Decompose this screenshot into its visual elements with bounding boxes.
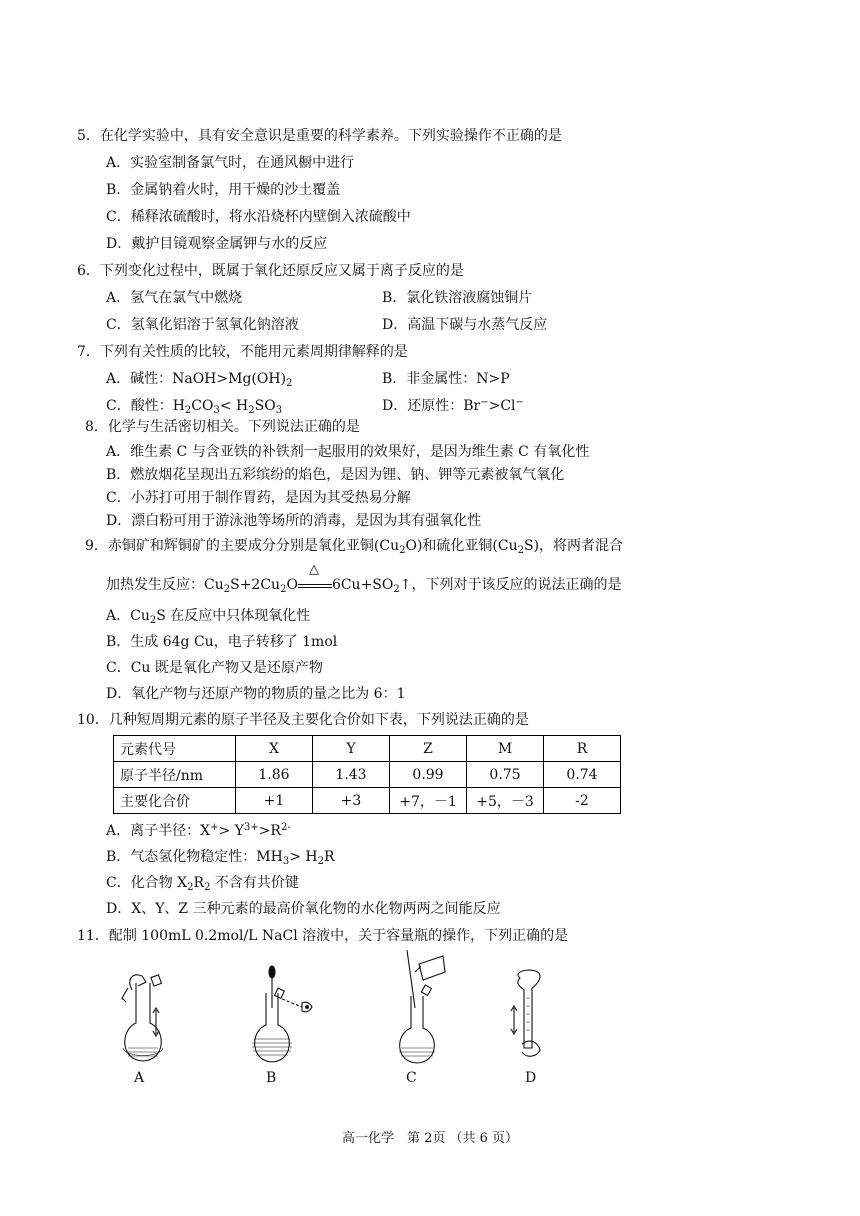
q8-option-a: A．维生素 C 与含亚铁的补铁剂一起服用的效果好，是因为维生素 C 有氧化性 xyxy=(106,444,590,460)
table-cell: +1 xyxy=(236,788,313,814)
q6-option-d: D．高温下碳与水蒸气反应 xyxy=(382,317,548,333)
table-cell: Y xyxy=(313,736,390,762)
table-cell: R xyxy=(544,736,621,762)
q8-option-d: D．漂白粉可用于游泳池等场所的消毒，是因为其有强氧化性 xyxy=(106,513,482,529)
q5-option-a: A．实验室制备氯气时，在通风橱中进行 xyxy=(106,155,355,171)
q6-option-b: B．氯化铁溶液腐蚀铜片 xyxy=(382,290,533,306)
element-table xyxy=(113,735,621,814)
q9-equation-line: 加热发生反应：$Cu_2S+2Cu_2O$ △ $6Cu+SO_2↑$，下列对于该反应的说法正确的是 xyxy=(106,562,622,595)
q6-stem: 6．下列变化过程中，既属于氧化还原反应又属于离子反应的是 xyxy=(77,263,464,279)
q5-option-d: D．戴护目镜观察金属钾与水的反应 xyxy=(106,236,328,252)
q11-stem: 11．配制 100mL 0.2mol/L NaCl 溶液中，关于容量瓶的操作，下列正确的是 xyxy=(77,928,569,944)
q9-option-a: A．$Cu_2S$ 在反应中只体现氧化性 xyxy=(106,608,311,626)
q6-option-a: A．氢气在氯气中燃烧 xyxy=(106,290,243,306)
table-cell: 元素代号 xyxy=(114,736,236,762)
q7-option-b: B．非金属性：N>P xyxy=(382,371,510,387)
table-cell: +5，－3 xyxy=(467,788,544,814)
q7-option-a: A．碱性：$NaOH>Mg(OH)_2$ xyxy=(106,371,293,389)
figure-b-flask-with-dropper xyxy=(242,963,322,1068)
q10-stem: 10．几种短周期元素的原子半径及主要化合价如下表，下列说法正确的是 xyxy=(77,712,529,728)
table-cell: -2 xyxy=(544,788,621,814)
q8-stem: 8．化学与生活密切相关。下列说法正确的是 xyxy=(85,419,360,435)
figure-d-label: D xyxy=(525,1070,537,1086)
q6-option-c: C．氢氧化铝溶于氢氧化钠溶液 xyxy=(106,317,299,333)
table-cell: 主要化合价 xyxy=(114,788,236,814)
q9-option-c: C．Cu 既是氧化产物又是还原产物 xyxy=(106,660,323,676)
q7-option-d: D．还原性：Br−>Cl− xyxy=(382,397,524,414)
q8-option-b: B．燃放烟花呈现出五彩缤纷的焰色，是因为锂、钠、钾等元素被氧气氧化 xyxy=(106,467,565,483)
q9-option-d: D．氧化产物与还原产物的物质的量之比为 6：1 xyxy=(106,686,406,702)
table-cell: 1.43 xyxy=(313,762,390,788)
table-row xyxy=(114,788,621,814)
q9-stem: 9．赤铜矿和辉铜矿的主要成分分别是氧化亚铜$(Cu_2O)$和硫化亚铜$(Cu_2S)$，将两者混合 xyxy=(85,538,624,556)
table-cell: 0.99 xyxy=(390,762,467,788)
q5-option-c: C．稀释浓硫酸时，将水沿烧杯内壁倒入浓硫酸中 xyxy=(106,209,411,225)
figure-c-label: C xyxy=(406,1070,417,1086)
q10-option-b: B．气态氢化物稳定性：$MH_3> H_2R$ xyxy=(106,849,335,867)
table-cell: 0.74 xyxy=(544,762,621,788)
table-cell: X xyxy=(236,736,313,762)
table-row xyxy=(114,736,621,762)
figure-d-inverted-flask xyxy=(500,968,570,1068)
table-row xyxy=(114,762,621,788)
q10-option-c: C．化合物 $X_2R_2$ 不含有共价键 xyxy=(106,875,299,893)
q8-option-c: C．小苏打可用于制作胃药，是因为其受热易分解 xyxy=(106,490,411,506)
page-footer: 高一化学 第 2页 （共 6 页） xyxy=(341,1131,519,1146)
figure-a-label: A xyxy=(134,1070,145,1086)
q10-option-a: A．离子半径：$X^+> Y^{3+}>R^{2-}$ xyxy=(106,822,291,839)
table-cell: +7，－1 xyxy=(390,788,467,814)
table-cell: 原子半径/nm xyxy=(114,762,236,788)
q5-option-b: B．金属钠着火时，用干燥的沙土覆盖 xyxy=(106,182,341,198)
q7-option-c: C．酸性：$H_2CO_3< H_2SO_3$ xyxy=(106,398,283,416)
table-cell: 0.75 xyxy=(467,762,544,788)
delta-heat-symbol: △ xyxy=(308,562,319,577)
heating-equals-sign xyxy=(298,562,332,588)
figure-c-pouring-with-glass-rod xyxy=(385,950,455,1068)
q9-option-b: B．生成 64g Cu，电子转移了 1mol xyxy=(106,634,338,650)
figure-a-volumetric-flask-stopper xyxy=(108,968,178,1068)
table-cell: 1.86 xyxy=(236,762,313,788)
table-cell: Z xyxy=(390,736,467,762)
table-cell: M xyxy=(467,736,544,762)
q7-stem: 7．下列有关性质的比较，不能用元素周期律解释的是 xyxy=(77,344,408,360)
table-cell: +3 xyxy=(313,788,390,814)
figure-b-label: B xyxy=(266,1070,277,1086)
q5-stem: 5．在化学实验中，具有安全意识是重要的科学素养。下列实验操作不正确的是 xyxy=(77,128,562,144)
q10-option-d: D．X、Y、Z 三种元素的最高价氧化物的水化物两两之间能反应 xyxy=(106,901,501,917)
